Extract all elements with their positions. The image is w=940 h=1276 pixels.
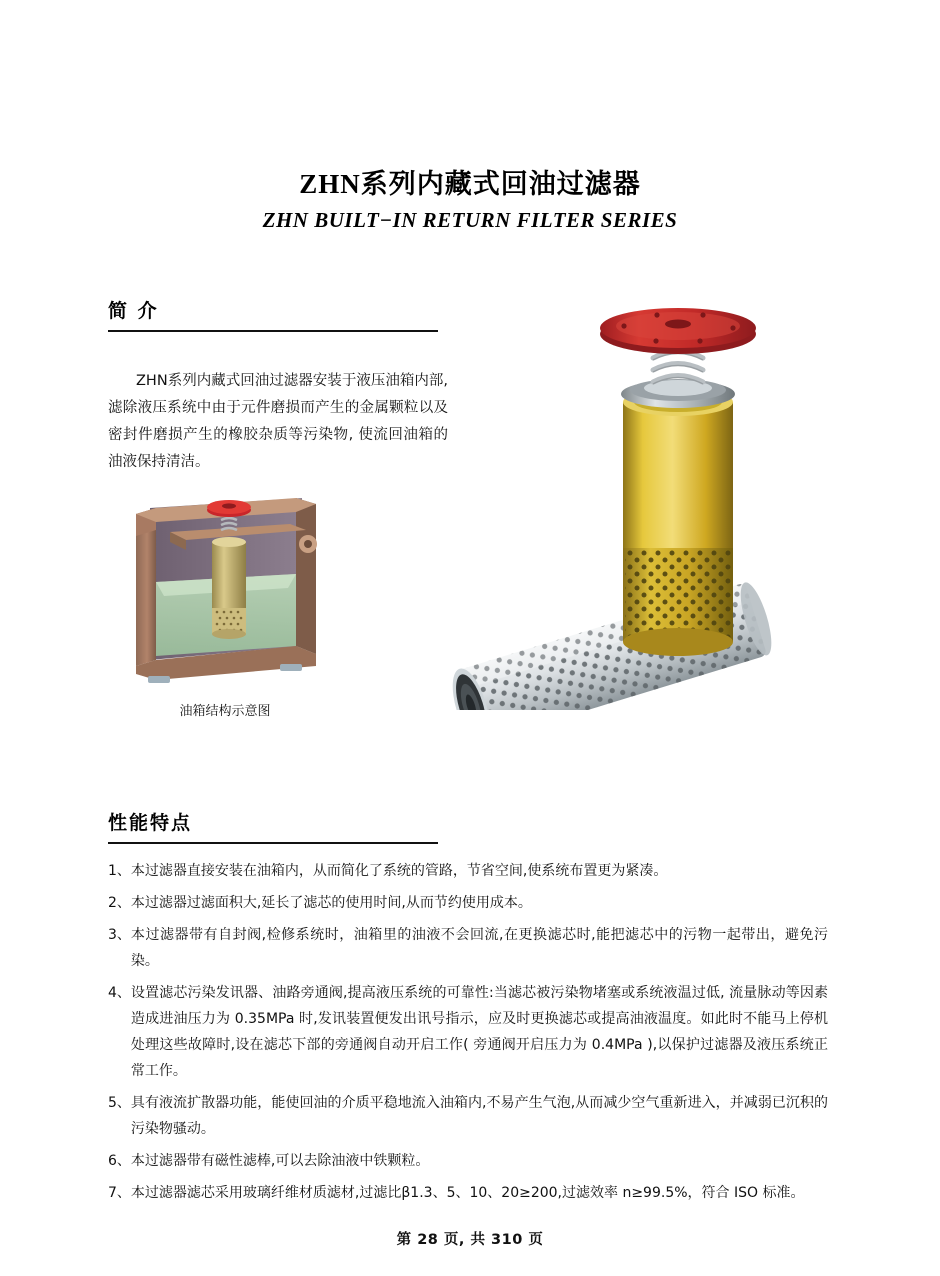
list-item-text: 具有液流扩散器功能，能使回油的介质平稳地流入油箱内,不易产生气泡,从而减少空气重新进入，并减弱已沉积的污染物骚动。 bbox=[130, 1095, 828, 1137]
page-title-block bbox=[0, 168, 940, 233]
features-section-heading: 性能特点 bbox=[108, 812, 193, 834]
page-title-en: ZHN BUILT−IN RETURN FILTER SERIES bbox=[262, 207, 678, 232]
list-item-number: 2、 bbox=[108, 895, 131, 911]
features-section-divider bbox=[108, 842, 438, 844]
intro-section-divider bbox=[108, 330, 438, 332]
list-item-text: 本过滤器带有磁性滤棒,可以去除油液中铁颗粒。 bbox=[130, 1153, 430, 1169]
list-item bbox=[108, 890, 828, 916]
list-item-text: 设置滤芯污染发讯器、油路旁通阀,提高液压系统的可靠性:当滤芯被污染物堵塞或系统液温过低, 流量脉动等因素造成进油压力为 0.35MPa 时,发讯装置便发出讯号指示，应及时更换滤芯或提高油液温度。如此时不能马上停机处理这些故障时,设在滤芯下部的旁通阀自动开启工作( 旁通阀开启压力为 0.4MPa ),以保护过滤器及液压系统正常工作。 bbox=[130, 985, 828, 1079]
list-item bbox=[108, 1180, 828, 1206]
page-title-cn: ZHN系列内藏式回油过滤器 bbox=[299, 169, 641, 199]
list-item-text: 本过滤器滤芯采用玻璃纤维材质滤材,过滤比β1.3、5、10、20≥200,过滤效率 n≥99.5%，符合 ISO 标准。 bbox=[130, 1185, 805, 1201]
oil-tank-diagram-caption: 油箱结构示意图 bbox=[179, 704, 271, 719]
list-item bbox=[108, 1148, 828, 1174]
oil-tank-structure-diagram bbox=[120, 470, 330, 695]
list-item bbox=[108, 858, 828, 884]
list-item-number: 5、 bbox=[108, 1095, 131, 1111]
list-item-number: 6、 bbox=[108, 1153, 131, 1169]
list-item-number: 3、 bbox=[108, 927, 131, 943]
list-item-text: 本过滤器过滤面积大,延长了滤芯的使用时间,从而节约使用成本。 bbox=[130, 895, 532, 911]
list-item bbox=[108, 980, 828, 1084]
list-item-number: 1、 bbox=[108, 863, 131, 879]
intro-section-heading: 简 介 bbox=[108, 300, 159, 322]
list-item-number: 7、 bbox=[108, 1185, 131, 1201]
list-item bbox=[108, 922, 828, 974]
page-footer: 第 28 页, 共 310 页 bbox=[396, 1232, 544, 1248]
zhn-return-filter-product-photo bbox=[395, 290, 885, 710]
list-item-text: 本过滤器带有自封阀,检修系统时，油箱里的油液不会回流,在更换滤芯时,能把滤芯中的污物一起带出，避免污染。 bbox=[130, 927, 828, 969]
list-item-text: 本过滤器直接安装在油箱内，从而简化了系统的管路，节省空间,使系统布置更为紧凑。 bbox=[130, 863, 668, 879]
list-item-number: 4、 bbox=[108, 985, 131, 1001]
list-item bbox=[108, 1090, 828, 1142]
features-list bbox=[108, 858, 828, 1212]
intro-paragraph: ZHN系列内藏式回油过滤器安装于液压油箱内部, 滤除液压系统中由于元件磨损而产生的金属颗粒以及密封件磨损产生的橡胶杂质等污染物, 使流回油箱的油液保持清洁。 bbox=[108, 373, 448, 470]
